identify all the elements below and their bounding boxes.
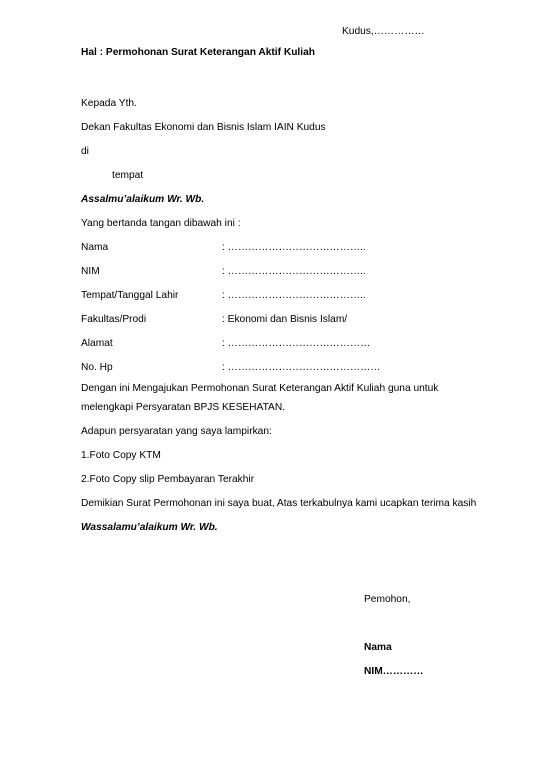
intro-text: Yang bertanda tangan dibawah ini : xyxy=(81,218,241,229)
field-label-alamat: Alamat xyxy=(81,338,113,349)
closing-text: Demikian Surat Permohonan ini saya buat, Atas terkabulnya kami ucapkan terima kasih xyxy=(81,498,477,509)
place-date: Kudus,…………… xyxy=(342,26,425,37)
attachments-intro: Adapun persyaratan yang saya lampirkan: xyxy=(81,426,272,437)
field-value-ttl: : ………………………………….. xyxy=(222,290,366,301)
recipient-name: Dekan Fakultas Ekonomi dan Bisnis Islam IAIN Kudus xyxy=(81,122,326,133)
subject-line: Hal : Permohonan Surat Keterangan Aktif Kuliah xyxy=(81,47,315,58)
field-value-fakultas: : Ekonomi dan Bisnis Islam/ xyxy=(222,314,348,325)
field-value-nohp: : ……………………………………… xyxy=(222,362,381,373)
recipient-salutation: Kepada Yth. xyxy=(81,98,137,109)
field-label-nama: Nama xyxy=(81,242,109,253)
field-value-alamat: : …………………………………… xyxy=(222,338,371,349)
farewell: Wassalamu’alaikum Wr. Wb. xyxy=(81,522,218,533)
signature-role: Pemohon, xyxy=(364,594,411,605)
body-paragraph-line-2: melengkapi Persyaratan BPJS KESEHATAN. xyxy=(81,402,286,413)
signature-name: Nama xyxy=(364,642,392,653)
recipient-di: di xyxy=(81,146,89,157)
recipient-place: tempat xyxy=(112,170,144,181)
field-label-ttl: Tempat/Tanggal Lahir xyxy=(81,290,179,301)
greeting: Assalmu’alaikum Wr. Wb. xyxy=(81,194,205,205)
body-paragraph-line-1: Dengan ini Mengajukan Permohonan Surat Keterangan Aktif Kuliah guna untuk xyxy=(81,383,439,394)
field-label-nohp: No. Hp xyxy=(81,362,113,373)
field-value-nama: : ………………………………….. xyxy=(222,242,366,253)
field-label-nim: NIM xyxy=(81,266,100,277)
field-value-nim: : ………………………………….. xyxy=(222,266,366,277)
field-label-fakultas: Fakultas/Prodi xyxy=(81,314,147,325)
signature-nim: NIM………… xyxy=(364,666,424,677)
attachment-item: 2.Foto Copy slip Pembayaran Terakhir xyxy=(81,474,255,485)
attachment-item: 1.Foto Copy KTM xyxy=(81,450,161,461)
